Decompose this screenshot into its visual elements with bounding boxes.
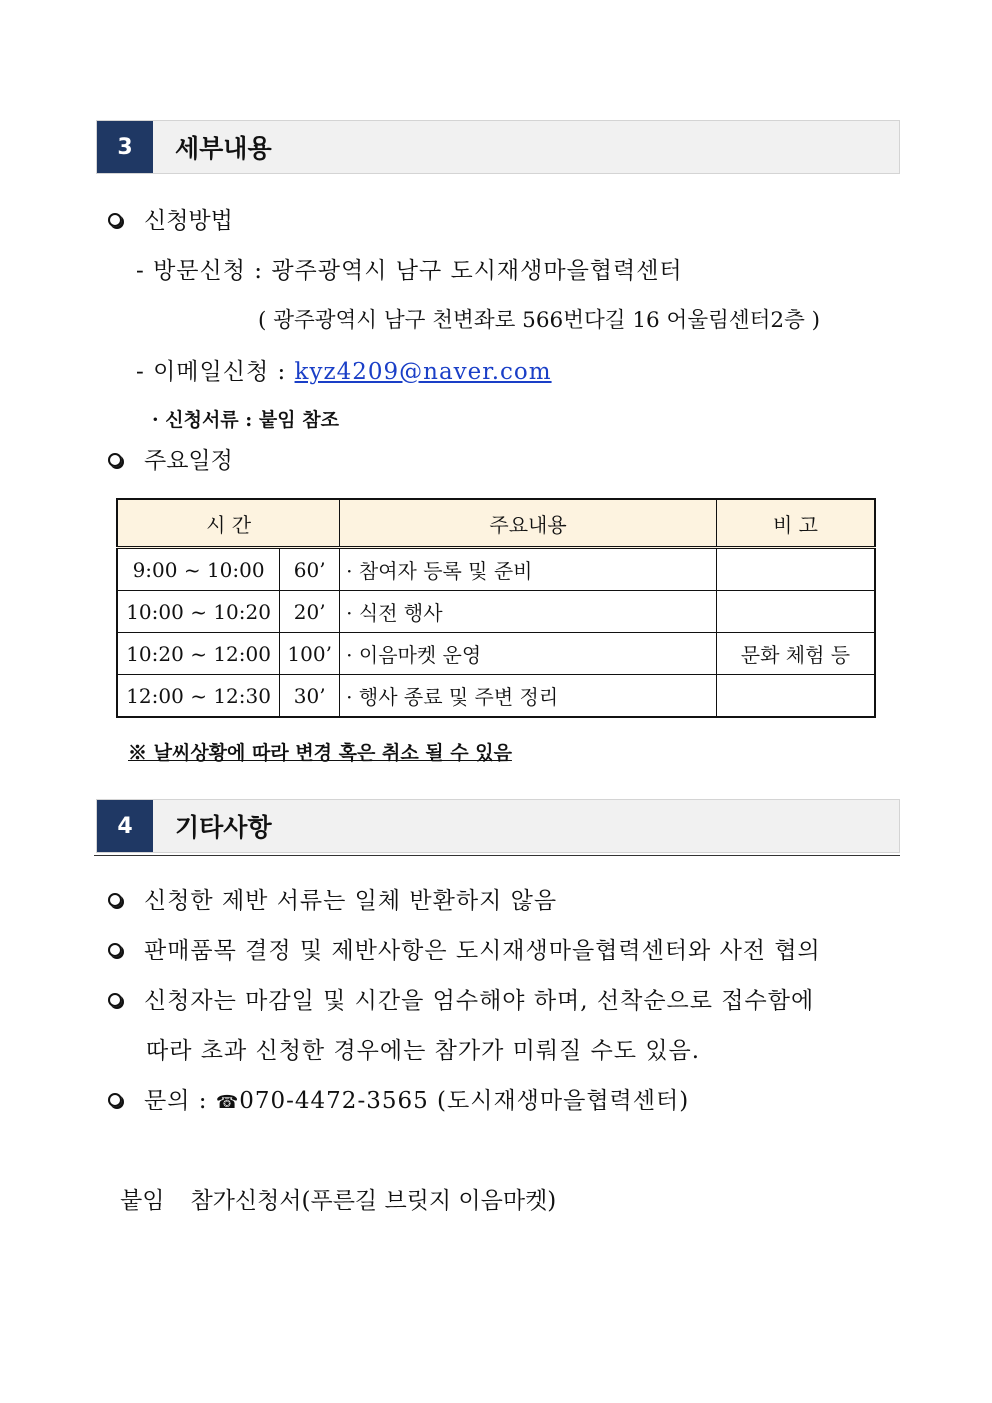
apply-method-item bbox=[108, 206, 233, 236]
email-label: - 이메일신청 : bbox=[136, 359, 295, 385]
row-time: 10:00 ~ 10:20 bbox=[117, 591, 280, 633]
row-content: · 이음마켓 운영 bbox=[340, 633, 717, 675]
bullet-icon bbox=[108, 943, 122, 957]
schedule-item bbox=[108, 446, 233, 476]
row-time: 9:00 ~ 10:00 bbox=[117, 548, 280, 591]
section-3-header bbox=[96, 120, 900, 174]
other-item bbox=[108, 986, 814, 1016]
visit-application: - 방문신청 : 광주광역시 남구 도시재생마을협력센터 bbox=[136, 258, 683, 284]
section-title: 세부내용 bbox=[175, 134, 272, 163]
row-content: · 참여자 등록 및 준비 bbox=[340, 548, 717, 591]
section-4-header bbox=[96, 799, 900, 853]
other-item-text: 신청자는 마감일 및 시간을 엄수해야 하며, 선착순으로 접수함에 bbox=[144, 988, 815, 1014]
contact-label: 문의 : bbox=[144, 1088, 216, 1114]
bullet-icon bbox=[108, 993, 122, 1007]
attachment-text: 참가신청서(푸른길 브릿지 이음마켓) bbox=[190, 1188, 557, 1214]
table-row bbox=[117, 675, 875, 718]
email-link[interactable]: kyz4209@naver.com bbox=[294, 359, 552, 385]
contact-item bbox=[108, 1086, 689, 1118]
row-note bbox=[716, 591, 875, 633]
schedule-heading: 주요일정 bbox=[144, 448, 233, 474]
phone-icon: ☎ bbox=[215, 1092, 240, 1113]
table-header-row bbox=[117, 499, 875, 548]
row-time: 10:20 ~ 12:00 bbox=[117, 633, 280, 675]
contact-phone: 070-4472-3565 (도시재생마을협력센터) bbox=[239, 1088, 690, 1114]
other-item bbox=[108, 936, 821, 966]
apply-method-heading: 신청방법 bbox=[144, 208, 233, 234]
attachment-label: 붙임 bbox=[120, 1188, 165, 1214]
table-row bbox=[117, 591, 875, 633]
attachment bbox=[120, 1186, 556, 1216]
schedule-table bbox=[116, 498, 876, 718]
bullet-icon bbox=[108, 893, 122, 907]
other-item-text: 신청한 제반 서류는 일체 반환하지 않음 bbox=[144, 888, 558, 914]
email-application bbox=[136, 357, 552, 387]
row-duration: 30’ bbox=[280, 675, 340, 718]
row-note bbox=[716, 548, 875, 591]
header-content: 주요내용 bbox=[340, 499, 717, 548]
bullet-icon bbox=[108, 1093, 122, 1107]
divider bbox=[94, 855, 900, 856]
weather-notice: ※ 날씨상황에 따라 변경 혹은 취소 될 수 있음 bbox=[128, 742, 512, 764]
row-duration: 100’ bbox=[280, 633, 340, 675]
section-number: 3 bbox=[97, 121, 153, 173]
other-item bbox=[108, 886, 557, 916]
visit-address: ( 광주광역시 남구 천변좌로 566번다길 16 어울림센터2층 ) bbox=[258, 308, 821, 333]
table-row bbox=[117, 548, 875, 591]
row-content: · 식전 행사 bbox=[340, 591, 717, 633]
row-note: 문화 체험 등 bbox=[716, 633, 875, 675]
bullet-icon bbox=[108, 213, 122, 227]
row-duration: 60’ bbox=[280, 548, 340, 591]
section-number: 4 bbox=[97, 800, 153, 852]
header-time: 시 간 bbox=[117, 499, 340, 548]
section-title: 기타사항 bbox=[175, 813, 272, 842]
other-item-continuation: 따라 초과 신청한 경우에는 참가가 미뤄질 수도 있음. bbox=[146, 1038, 701, 1064]
row-time: 12:00 ~ 12:30 bbox=[117, 675, 280, 718]
bullet-icon bbox=[108, 453, 122, 467]
row-duration: 20’ bbox=[280, 591, 340, 633]
row-content: · 행사 종료 및 주변 정리 bbox=[340, 675, 717, 718]
header-note: 비 고 bbox=[716, 499, 875, 548]
other-item-text: 판매품목 결정 및 제반사항은 도시재생마을협력센터와 사전 협의 bbox=[144, 938, 821, 964]
required-documents: · 신청서류 : 붙임 참조 bbox=[152, 409, 339, 431]
table-row bbox=[117, 633, 875, 675]
row-note bbox=[716, 675, 875, 718]
